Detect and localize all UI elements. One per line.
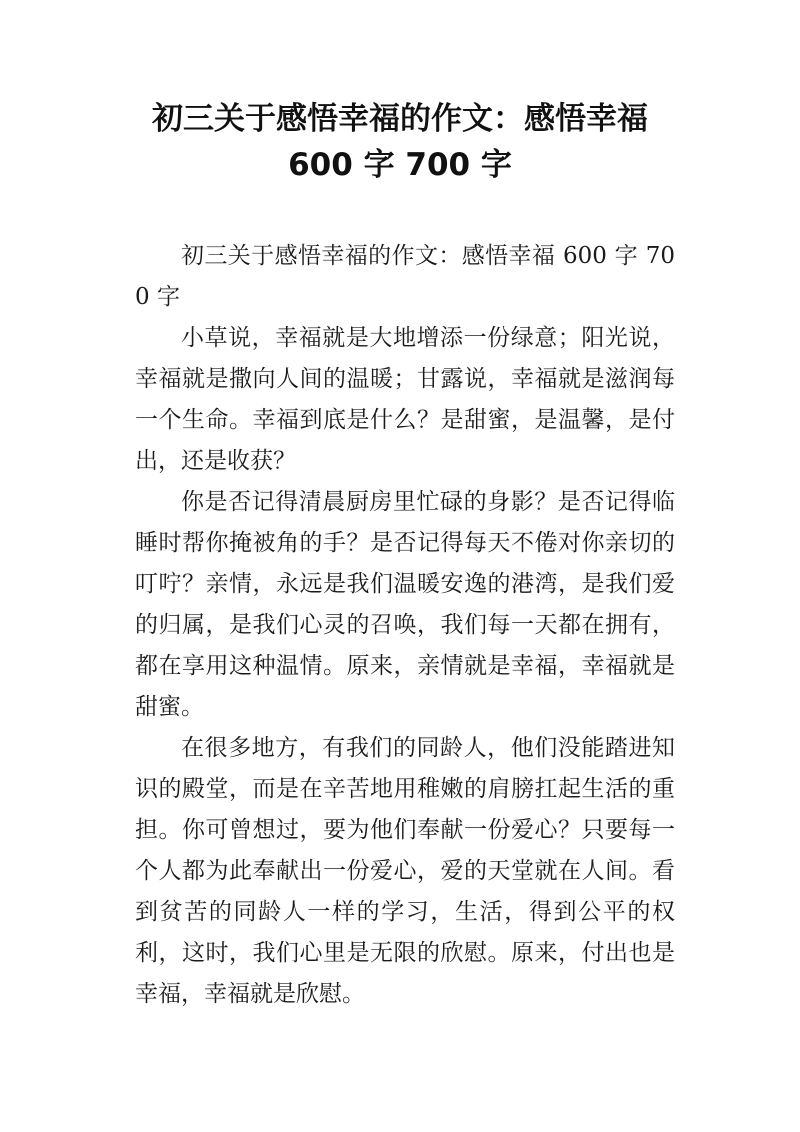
paragraph: 你是否记得清晨厨房里忙碌的身影？是否记得临睡时帮你掩被角的手？是否记得每天不倦对你亲切的叮咛？亲情，永远是我们温暖安逸的港湾，是我们爱的归属，是我们心灵的召唤，我们每一天都在拥有，都在享用这种温情。原来，亲情就是幸福，幸福就是甜蜜。 [135, 489, 675, 720]
paragraph: 小草说，幸福就是大地增添一份绿意；阳光说，幸福就是撒向人间的温暖；甘露说，幸福就是滋润每一个生命。幸福到底是什么？是甜蜜，是温馨，是付出，还是收获？ [135, 325, 675, 474]
title-line-1: 初三关于感悟幸福的作文：感悟幸福 [152, 101, 648, 137]
paragraph: 在很多地方，有我们的同龄人，他们没能踏进知识的殿堂，而是在辛苦地用稚嫩的肩膀扛起生活的重担。你可曾想过，要为他们奉献一份爱心？只要每一个人都为此奉献出一份爱心，爱的天堂就在人间。看到贫苦的同龄人一样的学习，生活，得到公平的权利，这时，我们心里是无限的欣慰。原来，付出也是幸福，幸福就是欣慰。 [135, 735, 675, 1007]
title-line-2: 600 字 700 字 [288, 147, 512, 183]
document-title [100, 96, 700, 188]
document-body [135, 236, 675, 1015]
paragraph-subtitle: 初三关于感悟幸福的作文：感悟幸福 600 字 700 字 [135, 243, 675, 310]
